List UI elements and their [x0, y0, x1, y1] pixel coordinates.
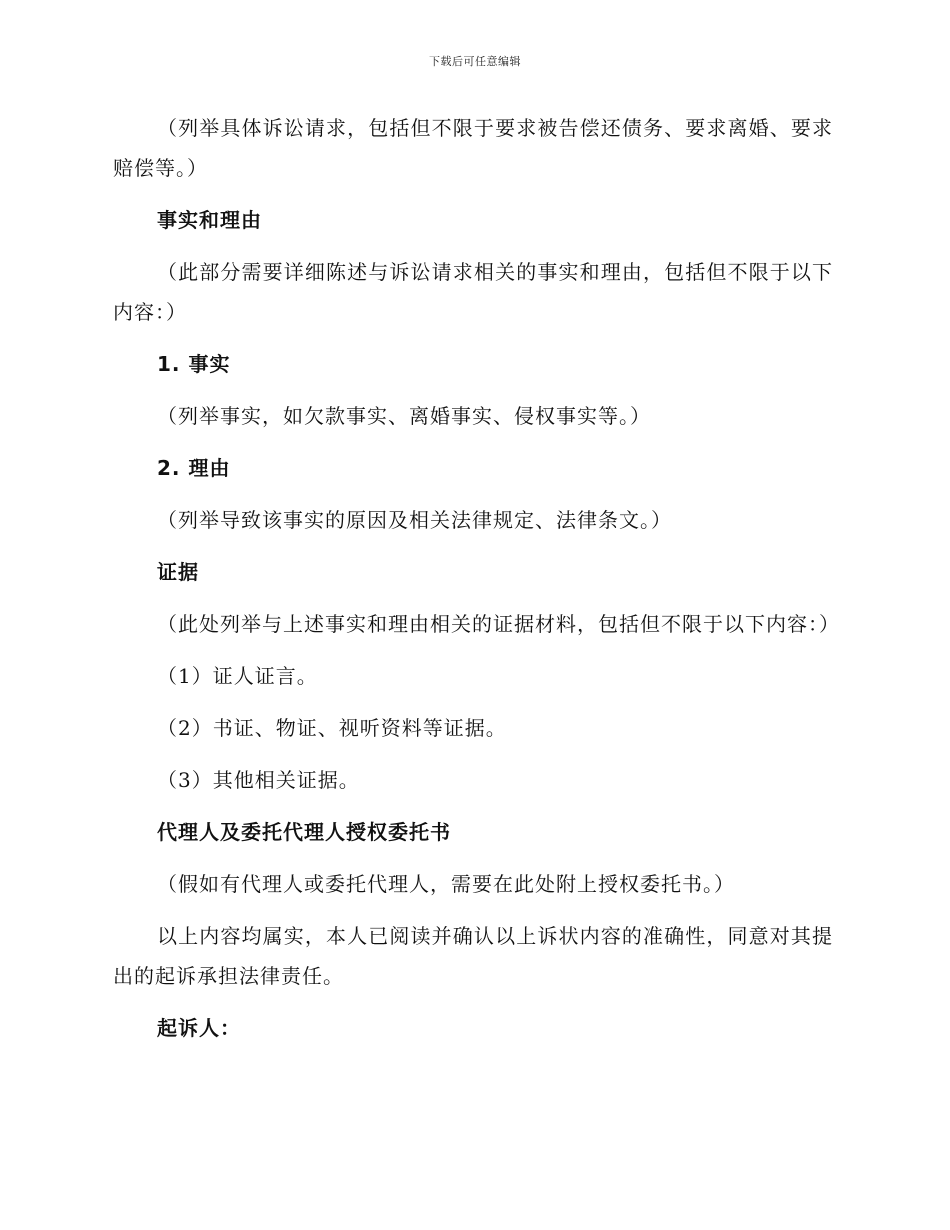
claims-description: （列举具体诉讼请求，包括但不限于要求被告偿还债务、要求离婚、要求赔偿等。）: [113, 116, 833, 180]
evidence-item: （3）其他相关证据。: [157, 768, 360, 792]
section-heading-facts-reasons: 事实和理由: [157, 208, 262, 232]
subheading-reasons: 2. 理由: [157, 456, 231, 480]
reasons-description: （列举导致该事实的原因及相关法律规定、法律条文。）: [157, 508, 672, 532]
document-body: [113, 108, 840, 1060]
facts-reasons-description: （此部分需要详细陈述与诉讼请求相关的事实和理由，包括但不限于以下内容：）: [113, 260, 833, 324]
agent-description: （假如有代理人或委托代理人，需要在此处附上授权委托书。）: [157, 872, 735, 896]
evidence-item: （2）书证、物证、视听资料等证据。: [157, 716, 507, 740]
facts-description: （列举事实，如欠款事实、离婚事实、侵权事实等。）: [157, 404, 651, 428]
section-heading-agent: 代理人及委托代理人授权委托书: [157, 820, 451, 844]
page-header: 下载后可任意编辑: [429, 55, 521, 68]
declaration-statement: 以上内容均属实，本人已阅读并确认以上诉状内容的准确性，同意对其提出的起诉承担法律责任。: [113, 924, 833, 988]
section-heading-evidence: 证据: [157, 560, 199, 584]
evidence-description: （此处列举与上述事实和理由相关的证据材料，包括但不限于以下内容：）: [157, 612, 840, 636]
evidence-item: （1）证人证言。: [157, 664, 318, 688]
subheading-facts: 1. 事实: [157, 352, 231, 376]
plaintiff-signature-label: 起诉人：: [157, 1016, 241, 1040]
